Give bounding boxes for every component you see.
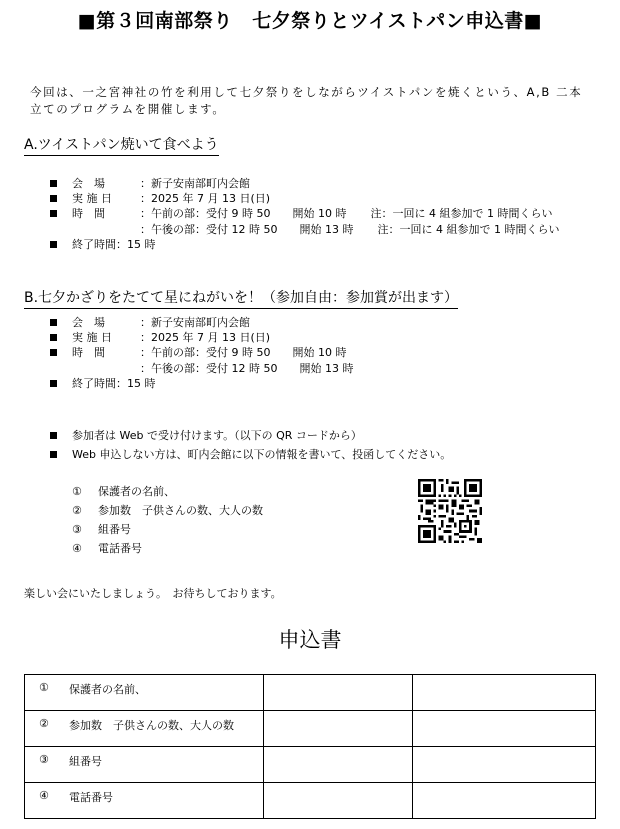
- morning-note: 注：一回に 4 組参加で 1 時間くらい: [370, 207, 553, 221]
- form-entry-cell[interactable]: [264, 783, 413, 819]
- qr-code-icon[interactable]: [418, 479, 482, 543]
- item-text: 参加数 子供さんの数、大人の数: [98, 504, 263, 517]
- bullet-icon: [50, 349, 72, 356]
- bullet-icon: [50, 432, 72, 439]
- venue-label: 会 場: [72, 316, 105, 329]
- form-entry-cell[interactable]: [413, 747, 596, 783]
- bullet-icon: [50, 451, 72, 458]
- row-label: 保護者の名前、: [69, 683, 146, 696]
- afternoon-note: 注：一回に 4 組参加で 1 時間くらい: [377, 222, 560, 236]
- table-row: [25, 675, 596, 711]
- venue-value: ：新子安南部町内会館: [140, 316, 250, 329]
- form-title: 申込書: [278, 628, 342, 652]
- list-item: [72, 482, 263, 501]
- afternoon-start: 開始 13 時: [299, 361, 354, 375]
- form-label-cell: [25, 783, 264, 819]
- list-item: [72, 501, 263, 520]
- form-entry-cell[interactable]: [264, 711, 413, 747]
- bullet-icon: [50, 195, 72, 202]
- required-info-list: [72, 482, 263, 558]
- date-value: ：2025 年 7 月 13 日(日): [140, 192, 271, 206]
- section-a-date-row: [50, 191, 559, 206]
- table-row: [25, 783, 596, 819]
- afternoon-session: ：午後の部：受付 12 時 50: [140, 222, 278, 236]
- morning-start: 開始 10 時: [292, 207, 347, 221]
- row-label: 組番号: [69, 755, 102, 768]
- item-number: ④: [72, 542, 82, 555]
- row-number: ④: [39, 789, 49, 802]
- section-a-afternoon-row: [50, 222, 559, 237]
- section-b-afternoon-row: [50, 361, 353, 376]
- section-b-heading: B.七夕かざりをたてて星にねがいを！（参加自由：参加賞が出ます）: [24, 287, 458, 309]
- time-label: 時 間: [72, 207, 105, 221]
- form-entry-cell[interactable]: [264, 747, 413, 783]
- web-note: 参加者は Web で受け付けます。（以下の QR コードから）: [72, 429, 362, 442]
- row-number: ②: [39, 717, 49, 730]
- item-text: 電話番号: [98, 542, 142, 555]
- end-value: ：15 時: [116, 237, 156, 251]
- time-label: 時 間: [72, 346, 105, 360]
- form-entry-cell[interactable]: [264, 675, 413, 711]
- end-label: 終了時間: [72, 237, 116, 251]
- item-text: 組番号: [98, 523, 131, 536]
- bullet-icon: [50, 380, 72, 387]
- item-number: ③: [72, 523, 82, 536]
- afternoon-start: 開始 13 時: [299, 222, 354, 236]
- end-value: ：15 時: [116, 376, 156, 390]
- afternoon-session: ：午後の部：受付 12 時 50: [140, 361, 278, 375]
- section-a-morning-row: [50, 206, 559, 221]
- closing-message: 楽しい会にいたしましょう。 お待ちしております。: [24, 587, 282, 600]
- table-row: [25, 711, 596, 747]
- paper-note-row: [50, 445, 451, 464]
- form-entry-cell[interactable]: [413, 783, 596, 819]
- application-notes: [50, 426, 451, 464]
- section-a-end-row: [50, 237, 559, 252]
- venue-value: ：新子安南部町内会館: [140, 177, 250, 190]
- item-number: ②: [72, 504, 82, 517]
- bullet-icon: [50, 319, 72, 326]
- venue-label: 会 場: [72, 177, 105, 190]
- section-a-heading: A.ツイストパン焼いて食べよう: [24, 134, 219, 156]
- section-b-venue-row: [50, 315, 353, 330]
- page-title: ■第３回南部祭り 七夕祭りとツイストパン申込書■: [77, 10, 543, 32]
- application-form-table: [24, 674, 596, 819]
- bullet-icon: [50, 334, 72, 341]
- form-entry-cell[interactable]: [413, 711, 596, 747]
- morning-session: ：午前の部：受付 9 時 50: [140, 346, 271, 360]
- form-label-cell: [25, 747, 264, 783]
- list-item: [72, 539, 263, 558]
- table-row: [25, 747, 596, 783]
- bullet-icon: [50, 210, 72, 217]
- date-label: 実 施 日: [72, 331, 112, 345]
- web-note-row: [50, 426, 451, 445]
- item-text: 保護者の名前、: [98, 485, 175, 498]
- form-label-cell: [25, 711, 264, 747]
- item-number: ①: [72, 485, 82, 498]
- section-b-morning-row: [50, 345, 353, 360]
- section-b-end-row: [50, 376, 353, 391]
- section-b-details: [50, 315, 353, 391]
- section-a-venue-row: [50, 176, 559, 191]
- list-item: [72, 520, 263, 539]
- row-number: ①: [39, 681, 49, 694]
- paper-note: Web 申込しない方は、町内会館に以下の情報を書いて、投函してください。: [72, 448, 452, 461]
- date-label: 実 施 日: [72, 192, 112, 206]
- form-entry-cell[interactable]: [413, 675, 596, 711]
- section-b-date-row: [50, 330, 353, 345]
- section-a-details: [50, 176, 559, 252]
- date-value: ：2025 年 7 月 13 日(日): [140, 331, 271, 345]
- bullet-icon: [50, 180, 72, 187]
- row-number: ③: [39, 753, 49, 766]
- row-label: 電話番号: [69, 791, 113, 804]
- morning-start: 開始 10 時: [292, 346, 347, 360]
- row-label: 参加数 子供さんの数、大人の数: [69, 719, 234, 732]
- form-label-cell: [25, 675, 264, 711]
- intro-paragraph: 今回は、一之宮神社の竹を利用して七夕祭りをしながらツイストパンを焼くという、A,B 二本立てのプログラムを開催します。: [30, 85, 583, 116]
- bullet-icon: [50, 241, 72, 248]
- end-label: 終了時間: [72, 376, 116, 390]
- morning-session: ：午前の部：受付 9 時 50: [140, 207, 271, 221]
